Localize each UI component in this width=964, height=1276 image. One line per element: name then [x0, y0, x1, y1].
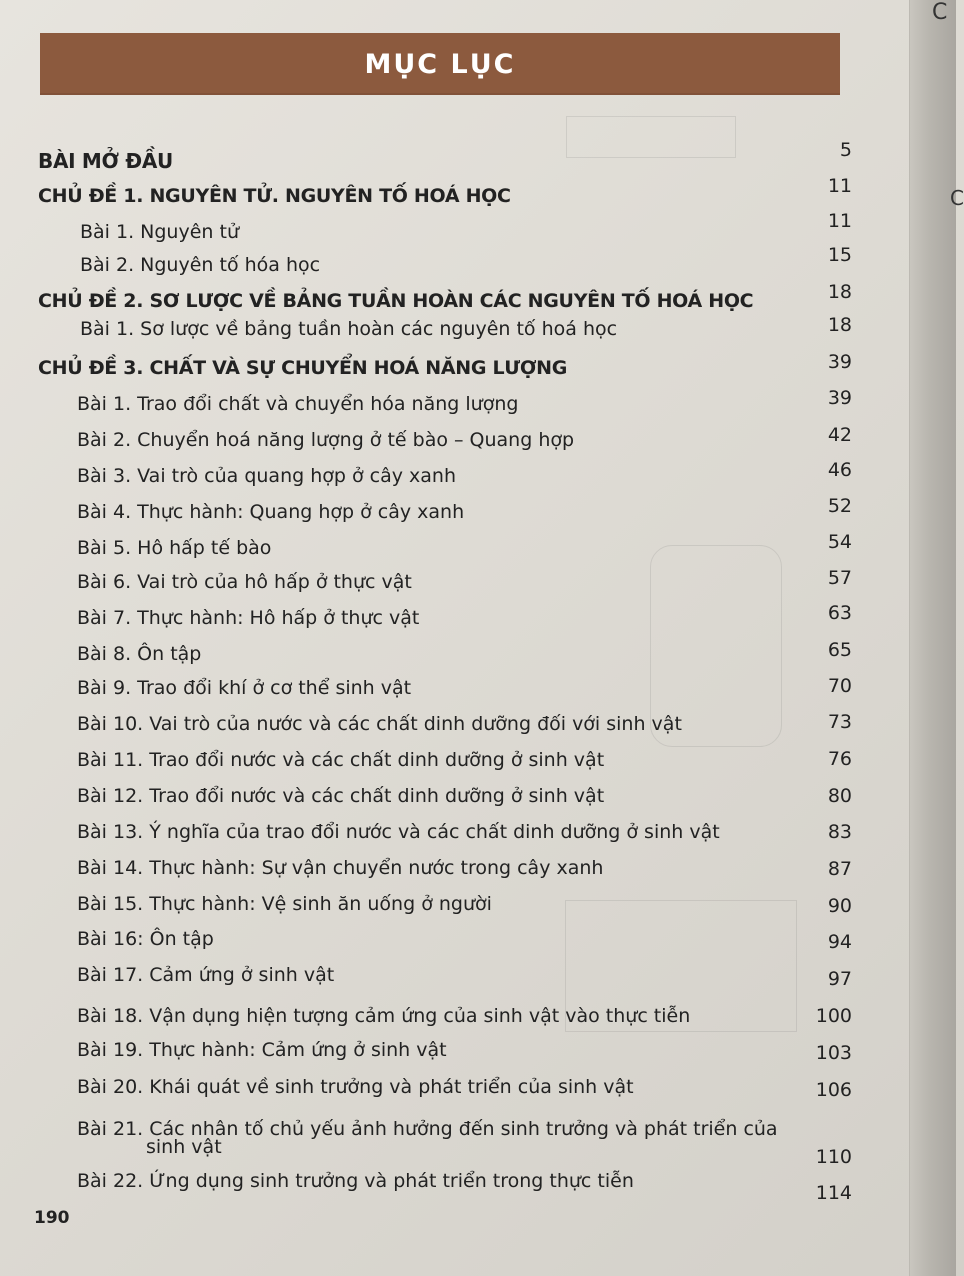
entry-page: 65	[827, 639, 852, 661]
entry-title: Bài 22. Ứng dụng sinh trưởng và phát triển trong thực tiễn	[77, 1170, 634, 1192]
entry-page: 106	[815, 1079, 852, 1101]
entry-page: 39	[827, 387, 852, 409]
entry-page: 87	[827, 858, 852, 880]
entry-title: CHỦ ĐỀ 2. SƠ LƯỢC VỀ BẢNG TUẦN HOÀN CÁC NGUYÊN TỐ HOÁ HỌC	[38, 290, 754, 312]
toc-entry-lesson[interactable]	[0, 853, 900, 883]
entry-page: 83	[827, 821, 852, 843]
page-title: MỤC LỤC	[364, 48, 516, 80]
entry-title: Bài 17. Cảm ứng ở sinh vật	[77, 964, 335, 986]
entry-title: Bài 18. Vận dụng hiện tượng cảm ứng của sinh vật vào thực tiễn	[77, 1005, 691, 1027]
toc-entry-lesson[interactable]	[0, 244, 900, 280]
entry-title: Bài 3. Vai trò của quang hợp ở cây xanh	[77, 465, 456, 487]
entry-title: Bài 2. Chuyển hoá năng lượng ở tế bào – Quang hợp	[77, 429, 575, 451]
entry-page: 57	[827, 567, 852, 589]
entry-title: Bài 16: Ôn tập	[77, 928, 214, 950]
toc-entry-lesson[interactable]	[0, 745, 900, 775]
toc-entry-lesson[interactable]	[0, 781, 900, 811]
entry-page: 70	[827, 675, 852, 697]
entry-page: 39	[827, 351, 852, 373]
entry-title: Bài 5. Hô hấp tế bào	[77, 537, 272, 559]
entry-title: Bài 11. Trao đổi nước và các chất dinh dưỡng ở sinh vật	[77, 749, 605, 771]
entry-title-continuation: sinh vật	[146, 1136, 222, 1158]
entry-page: 54	[827, 531, 852, 553]
entry-page: 90	[827, 895, 852, 917]
bleed-letter: C	[950, 186, 964, 210]
entry-page: 15	[827, 244, 852, 266]
toc-entry-lesson[interactable]	[0, 709, 900, 739]
toc-entry-intro[interactable]	[0, 139, 900, 176]
entry-title: Bài 6. Vai trò của hô hấp ở thực vật	[77, 571, 412, 593]
toc-entry-lesson[interactable]	[0, 1166, 900, 1204]
entry-title: Bài 19. Thực hành: Cảm ứng ở sinh vật	[77, 1039, 447, 1061]
toc-entry-lesson[interactable]	[0, 960, 900, 990]
toc-entry-lesson[interactable]	[0, 1001, 900, 1031]
toc-entry-lesson[interactable]	[0, 1072, 900, 1102]
toc-entry-lesson[interactable]	[0, 924, 900, 954]
entry-title: Bài 20. Khái quát về sinh trưởng và phát triển của sinh vật	[77, 1076, 634, 1098]
entry-page: 18	[827, 281, 852, 303]
entry-page: 80	[827, 785, 852, 807]
entry-title: Bài 21. Các nhân tố chủ yếu ảnh hưởng đến sinh trưởng và phát triển của	[77, 1118, 778, 1140]
toc-entry-continuation	[0, 1132, 900, 1162]
entry-title: Bài 4. Thực hành: Quang hợp ở cây xanh	[77, 501, 465, 523]
toc-entry-lesson[interactable]	[0, 425, 900, 455]
toc-entry-lesson[interactable]	[0, 1035, 900, 1065]
toc-entry-lesson[interactable]	[0, 673, 900, 703]
toc-entry-lesson[interactable]	[0, 817, 900, 847]
book-gutter	[909, 0, 964, 1276]
entry-title: CHỦ ĐỀ 3. CHẤT VÀ SỰ CHUYỂN HOÁ NĂNG LƯỢNG	[38, 357, 568, 379]
toc-entry-lesson[interactable]	[0, 314, 900, 344]
toc-entry-lesson[interactable]	[0, 461, 900, 491]
toc-entry-lesson[interactable]	[0, 889, 900, 919]
bleed-letter: C	[932, 0, 948, 25]
entry-page: 46	[827, 459, 852, 481]
entry-title: Bài 2. Nguyên tố hóa học	[80, 254, 321, 276]
entry-page: 52	[827, 495, 852, 517]
entry-page: 97	[827, 968, 852, 990]
entry-title: Bài 1. Nguyên tử	[80, 221, 239, 243]
entry-title: Bài 9. Trao đổi khí ở cơ thể sinh vật	[77, 677, 412, 699]
toc-entry-lesson[interactable]	[0, 497, 900, 527]
entry-title: BÀI MỞ ĐẦU	[38, 149, 173, 173]
entry-page: 73	[827, 711, 852, 733]
entry-page: 11	[827, 175, 852, 197]
toc-title-banner	[40, 33, 840, 95]
entry-title: Bài 13. Ý nghĩa của trao đổi nước và các chất dinh dưỡng ở sinh vật	[77, 821, 720, 843]
entry-title: Bài 1. Trao đổi chất và chuyển hóa năng lượng	[77, 393, 519, 415]
entry-page: 18	[827, 314, 852, 336]
toc-entry-lesson[interactable]	[0, 210, 900, 247]
entry-page: 114	[815, 1182, 852, 1204]
entry-page: 63	[827, 602, 852, 624]
entry-page: 76	[827, 748, 852, 770]
toc-entry-lesson[interactable]	[0, 567, 900, 597]
page-number: 190	[34, 1208, 70, 1228]
toc-entry-lesson[interactable]	[0, 603, 900, 633]
toc-entry-lesson[interactable]	[0, 389, 900, 419]
entry-title: Bài 15. Thực hành: Vệ sinh ăn uống ở người	[77, 893, 492, 915]
entry-page: 110	[815, 1146, 852, 1168]
entry-title: Bài 8. Ôn tập	[77, 643, 202, 665]
entry-page: 94	[827, 931, 852, 953]
entry-page: 103	[815, 1042, 852, 1064]
entry-page: 100	[815, 1005, 852, 1027]
entry-title: Bài 14. Thực hành: Sự vận chuyển nước trong cây xanh	[77, 857, 604, 879]
toc-entry-topic-2[interactable]	[0, 281, 900, 316]
entry-title: Bài 1. Sơ lược về bảng tuần hoàn các nguyên tố hoá học	[80, 318, 618, 340]
entry-title: Bài 12. Trao đổi nước và các chất dinh dưỡng ở sinh vật	[77, 785, 605, 807]
toc-entry-topic-3[interactable]	[0, 353, 900, 383]
entry-title: Bài 7. Thực hành: Hô hấp ở thực vật	[77, 607, 420, 629]
entry-title: Bài 10. Vai trò của nước và các chất dinh dưỡng đối với sinh vật	[77, 713, 682, 735]
toc-entry-topic-1[interactable]	[0, 175, 900, 211]
entry-page: 42	[827, 424, 852, 446]
toc-entry-lesson[interactable]	[0, 533, 900, 563]
toc-entry-lesson[interactable]	[0, 639, 900, 669]
entry-page: 5	[839, 139, 852, 161]
entry-page: 11	[827, 210, 852, 232]
entry-title: CHỦ ĐỀ 1. NGUYÊN TỬ. NGUYÊN TỐ HOÁ HỌC	[38, 185, 511, 207]
